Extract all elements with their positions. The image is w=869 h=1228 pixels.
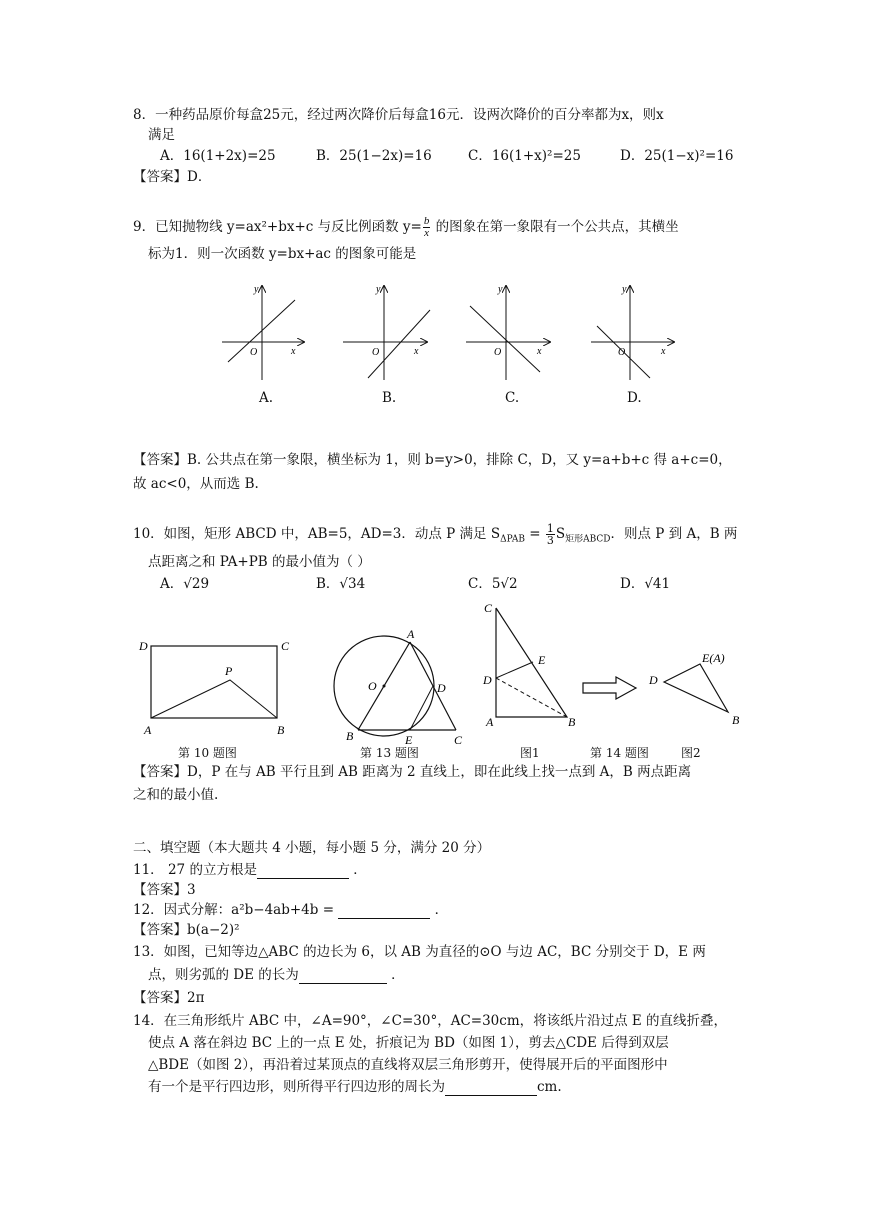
q11-text: 11． 27 的立方根是 (133, 862, 257, 878)
q13-line2 (148, 966, 405, 984)
q10-frac-denominator: 3 (546, 534, 554, 547)
q9-graph-c (466, 284, 550, 380)
fig14-1-label-c: C (484, 601, 493, 615)
fig13-label-d: D (437, 681, 446, 695)
q9-b-axis-x: x (414, 346, 419, 357)
fig10-label-d: D (139, 639, 148, 653)
fig14-2-caption: 图2 (681, 746, 701, 760)
fig13-label-e: E (405, 733, 413, 747)
a13: 【答案】2π (133, 990, 205, 1006)
q9-c-axis-x: x (537, 346, 542, 357)
q9-graph-a (222, 284, 304, 380)
q14-line1: 14．在三角形纸片 ABC 中，∠A=90°，∠C=30°，AC=30cm，将该纸片沿过点 E 的直线折叠， (133, 1013, 728, 1029)
q8-line2: 满足 (148, 127, 175, 143)
q9-answer-line2: 故 ac<0，从而选 B. (133, 476, 259, 492)
q14-text: 有一个是平行四边形，则所得平行四边形的周长为 (148, 1079, 445, 1095)
q10-fraction (546, 523, 555, 546)
fig10-label-c: C (281, 639, 290, 653)
q14-end: cm. (537, 1079, 562, 1095)
q12-text: 12．因式分解：a²b−4ab+4b = (133, 902, 335, 918)
fig14-2-label-d: D (649, 673, 658, 687)
q9-b-axis-y: y (376, 284, 381, 295)
q8-answer: 【答案】D． (133, 169, 212, 185)
q9-c-axis-y: y (498, 284, 503, 295)
q13-blank (299, 969, 387, 984)
q9-answer-line1: 【答案】B. 公共点在第一象限，横坐标为 1，则 b=y>0，排除 C，D，又 y=a+b+c 得 a+c=0， (133, 452, 732, 468)
fig13-label-c: C (454, 733, 463, 747)
q8-option-a: A．16(1+2x)=25 (160, 148, 276, 164)
fig10-caption: 第 10 题图 (178, 746, 237, 760)
fig14-arrow-icon (583, 677, 636, 699)
q13-line1: 13．如图，已知等边△ABC 的边长为 6，以 AB 为直径的⊙O 与边 AC，BC 分别交于 D，E 两 (133, 944, 706, 960)
q14-line4 (148, 1078, 562, 1096)
fig13-label-a: A (407, 627, 415, 641)
q9-graph-label-a: A. (259, 390, 274, 406)
fig10 (138, 639, 290, 737)
q14-line3: △BDE（如图 2），再沿着过某顶点的直线将双层三角形剪开，使得展开后的平面图形中 (148, 1057, 668, 1073)
q9-fraction (423, 216, 431, 239)
q10-eq: = (524, 526, 545, 542)
fig14-caption: 第 14 题图 (590, 746, 649, 760)
q10-line1-c: ．则点 P 到 A，B 两 (610, 526, 738, 542)
fig13-label-o: O (368, 679, 377, 693)
q9-frac-denominator: x (424, 227, 430, 239)
fig10-label-a: A (144, 723, 152, 737)
q9-d-axis-x: x (661, 346, 666, 357)
q11-blank (257, 864, 349, 879)
q9-a-origin: O (250, 347, 258, 358)
q14-line2: 使点 A 落在斜边 BC 上的一点 E 处，折痕记为 BD（如图 1），剪去△CDE 后得到双层 (148, 1035, 669, 1051)
q10-frac-numerator: 1 (546, 522, 554, 535)
fig14-2 (648, 651, 740, 727)
q10-option-a: A．√29 (160, 576, 210, 592)
q12 (133, 901, 448, 919)
q10-sub-pab: ΔPAB (500, 534, 525, 545)
q13-text: 点，则劣弧的 DE 的长为 (148, 967, 299, 983)
a12: 【答案】b(a−2)² (133, 922, 240, 938)
fig14-1-label-d: D (483, 673, 492, 687)
figures-row (0, 598, 869, 758)
q10-answer-line2: 之和的最小值. (133, 787, 219, 803)
q12-end: ． (434, 902, 449, 918)
q9-graph-label-b: B. (382, 390, 397, 406)
q9-line1 (133, 216, 679, 239)
q9-frac-numerator: b (423, 215, 430, 227)
fig13 (334, 627, 463, 747)
q9-graph-label-c: C. (505, 390, 520, 406)
section2-title: 二、填空题（本大题共 4 小题，每小题 5 分，满分 20 分） (133, 840, 491, 856)
q10-line1 (133, 523, 737, 549)
fig13-label-b: B (346, 729, 354, 743)
q9-d-origin: O (618, 347, 626, 358)
q13-end: ． (391, 967, 405, 983)
q8-option-c: C．16(1+x)²=25 (468, 148, 581, 164)
fig10-label-p: P (225, 664, 233, 678)
q8-option-d: D．25(1−x)²=16 (620, 148, 734, 164)
q9-line1-a: 9．已知抛物线 y=ax²+bx+c 与反比例函数 y= (133, 219, 422, 235)
q11 (133, 861, 367, 879)
q10-line1-b: S (555, 526, 566, 542)
q9-b-origin: O (372, 347, 380, 358)
fig14-1 (482, 601, 576, 729)
q14-blank (445, 1081, 537, 1096)
q11-end: ． (353, 862, 367, 878)
fig14-1-label-e: E (538, 653, 546, 667)
q12-blank (338, 904, 430, 919)
a11: 【答案】3 (133, 882, 196, 898)
q9-c-origin: O (494, 347, 502, 358)
q10-option-b: B．√34 (316, 576, 366, 592)
q10-option-d: D．√41 (620, 576, 671, 592)
q10-line2: 点距离之和 PA+PB 的最小值为（ ） (148, 554, 371, 570)
fig10-label-b: B (277, 723, 285, 737)
q10-sub-rect: 矩形ABCD (565, 534, 611, 545)
q9-graph-d (591, 284, 674, 380)
q10-answer-line1: 【答案】D，P 在与 AB 平行且到 AB 距离为 2 直线上，即在此线上找一点到 A，B 两点距离 (133, 764, 692, 780)
q9-d-axis-y: y (622, 284, 627, 295)
q9-graphs (0, 280, 869, 400)
fig13-caption: 第 13 题图 (360, 746, 419, 760)
q9-line2: 标为1．则一次函数 y=bx+ac 的图象可能是 (148, 246, 417, 262)
q10-option-c: C．5√2 (468, 576, 518, 592)
fig14-1-caption: 图1 (520, 746, 540, 760)
q9-graph-b (343, 284, 430, 380)
q8-line1: 8．一种药品原价每盒25元，经过两次降价后每盒16元．设两次降价的百分率都为x，则x (133, 107, 664, 123)
fig14-2-label-ea: E(A) (702, 651, 725, 665)
fig14-2-label-b: B (732, 713, 740, 727)
q9-graph-label-d: D. (627, 390, 642, 406)
q9-line1-b: 的图象在第一象限有一个公共点，其横坐 (431, 219, 679, 235)
q10-line1-a: 10．如图，矩形 ABCD 中，AB=5，AD=3．动点 P 满足 S (133, 526, 501, 542)
q9-a-axis-x: x (291, 346, 296, 357)
fig14-1-label-a: A (486, 715, 494, 729)
q8-option-b: B．25(1−2x)=16 (316, 148, 432, 164)
fig14-1-label-b: B (568, 715, 576, 729)
q9-a-axis-y: y (254, 284, 259, 295)
